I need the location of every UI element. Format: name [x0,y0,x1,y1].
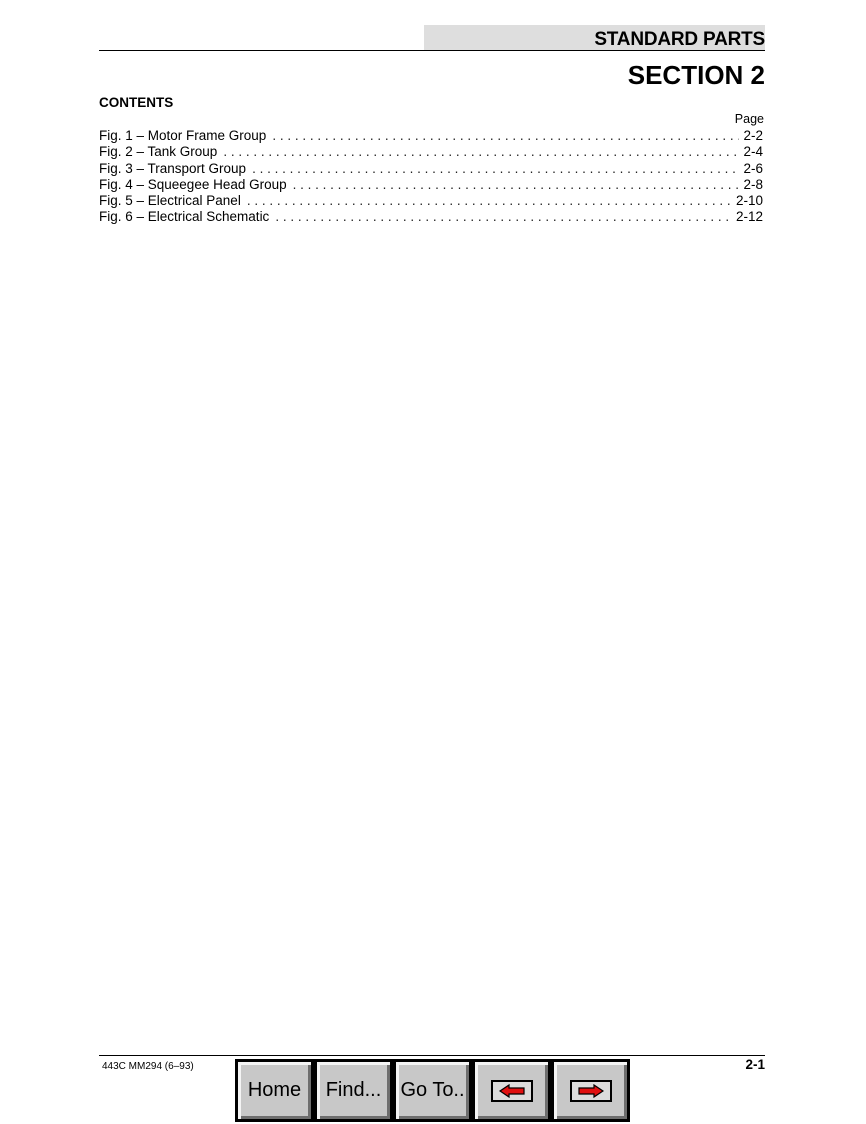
find-button[interactable]: Find... [314,1059,393,1122]
toc-entry-page[interactable]: 2-10 [735,193,763,209]
dot-leader [293,177,740,193]
dot-leader [272,128,739,144]
header-rule [99,50,765,51]
toc-entry-label[interactable]: Fig. 3 – Transport Group [99,160,247,176]
table-of-contents [99,128,763,226]
dot-leader [275,209,732,225]
document-code: 443C MM294 (6–93) [102,1061,194,1072]
dot-leader [247,193,732,209]
toc-entry-fig-3[interactable] [99,161,763,177]
goto-button[interactable]: Go To.. [393,1059,472,1122]
page-column-label: Page [734,112,764,126]
dot-leader [223,144,739,160]
toc-entry-page[interactable]: 2-4 [743,144,763,160]
toc-entry-fig-1[interactable] [99,128,763,144]
previous-page-button[interactable] [472,1059,551,1122]
section-title: SECTION 2 [627,60,765,90]
left-arrow-icon [491,1080,533,1102]
next-page-button[interactable] [551,1059,630,1122]
toc-entry-fig-4[interactable] [99,177,763,193]
toc-entry-label[interactable]: Fig. 2 – Tank Group [99,144,218,160]
header-title: STANDARD PARTS [594,29,765,50]
toc-entry-page[interactable]: 2-8 [743,176,763,192]
page-number: 2-1 [745,1057,765,1072]
toc-entry-label[interactable]: Fig. 1 – Motor Frame Group [99,128,267,143]
toc-entry-page[interactable]: 2-2 [743,128,763,143]
navigation-bar [235,1059,631,1124]
toc-entry-fig-2[interactable] [99,144,763,160]
home-button[interactable]: Home [235,1059,314,1122]
dot-leader [252,161,739,177]
toc-entry-label[interactable]: Fig. 4 – Squeegee Head Group [99,176,287,192]
footer-rule [99,1055,765,1056]
toc-entry-fig-5[interactable] [99,193,763,209]
right-arrow-icon [570,1080,612,1102]
toc-entry-label[interactable]: Fig. 6 – Electrical Schematic [99,209,270,225]
contents-heading: CONTENTS [99,95,174,110]
toc-entry-page[interactable]: 2-12 [735,209,763,225]
toc-entry-fig-6[interactable] [99,209,763,225]
toc-entry-label[interactable]: Fig. 5 – Electrical Panel [99,193,241,209]
toc-entry-page[interactable]: 2-6 [743,160,763,176]
